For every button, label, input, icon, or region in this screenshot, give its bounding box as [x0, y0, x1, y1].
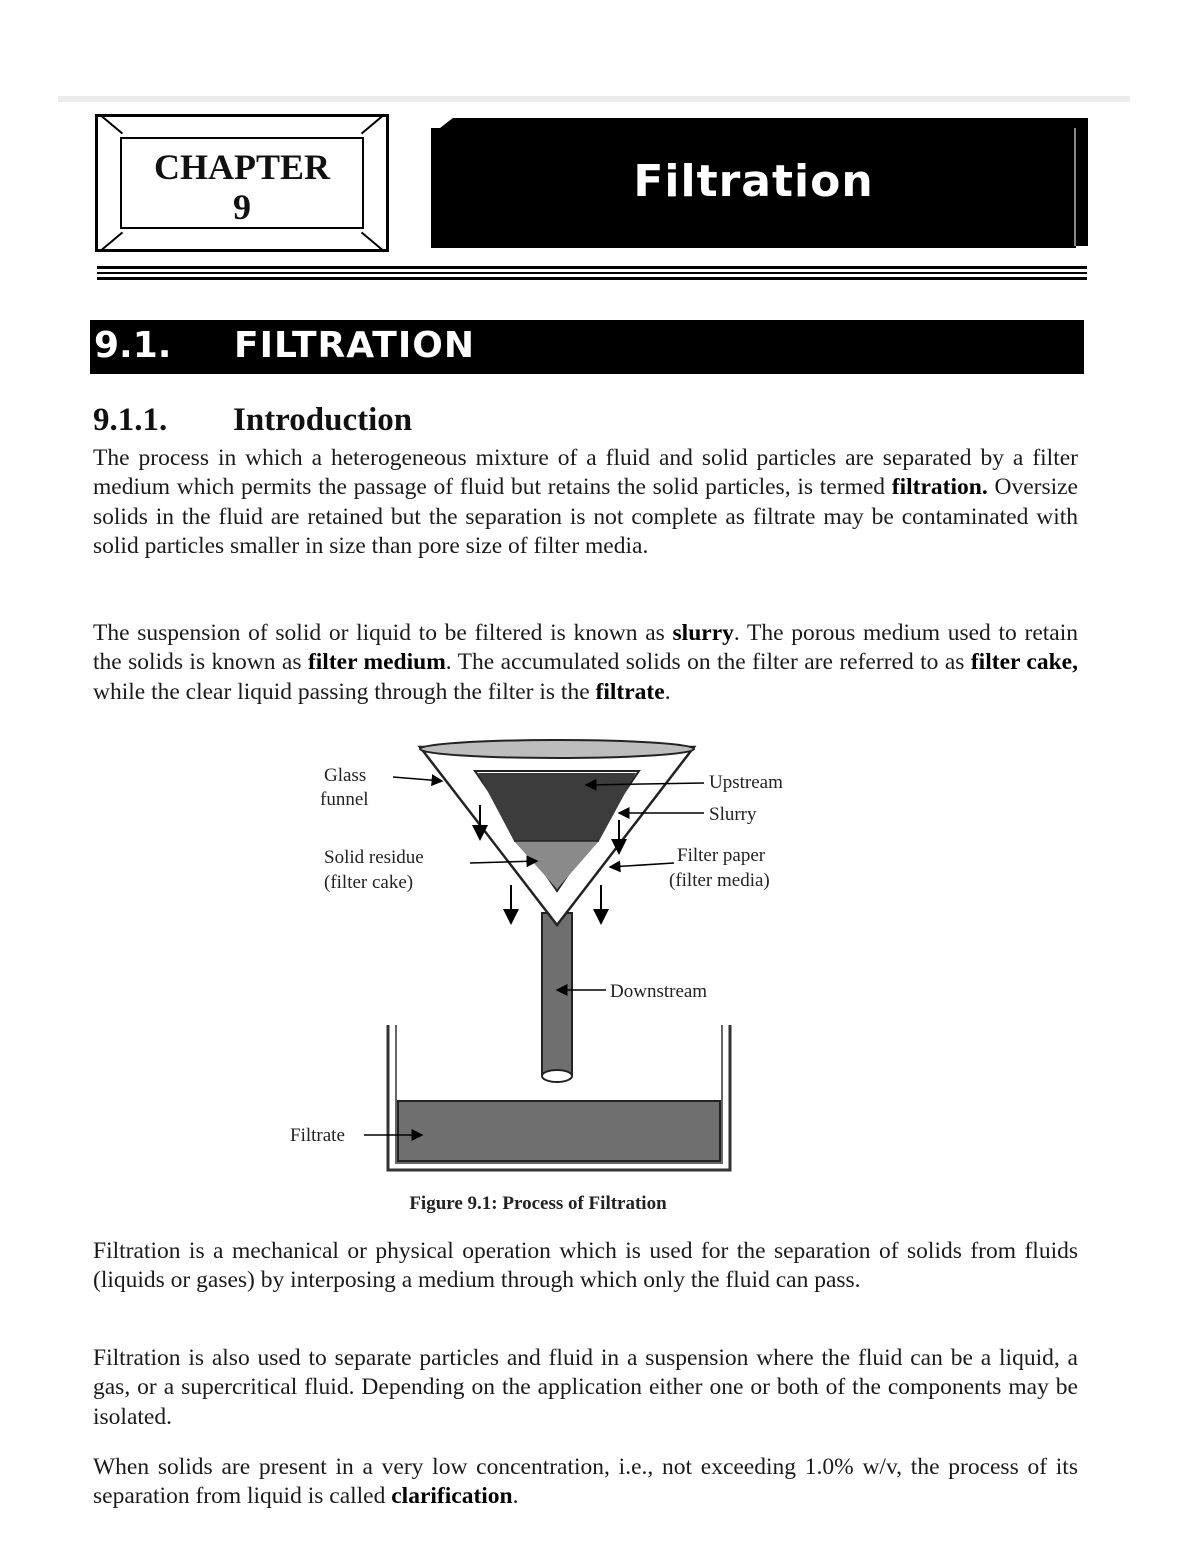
- label-solid-residue: (filter cake): [324, 872, 414, 893]
- subsection-title: Introduction: [233, 402, 413, 438]
- label-upstream: Upstream: [709, 772, 783, 793]
- paragraph-text: .: [664, 678, 671, 705]
- bevel-line: [361, 114, 385, 135]
- label-solid-residue: Solid residue: [324, 847, 424, 868]
- section-heading-bar: [90, 320, 1084, 374]
- section-title: FILTRATION: [234, 325, 475, 366]
- filtrate-liquid: [398, 1101, 720, 1161]
- term-filter-cake: filter cake,: [970, 649, 1078, 676]
- header-rule: [97, 277, 1087, 280]
- figure-caption: [0, 1193, 1200, 1215]
- paragraph-mechanical: [93, 1237, 1078, 1296]
- subsection-heading: [93, 402, 412, 439]
- term-filtrate: filtrate: [595, 678, 665, 705]
- subsection-number: 9.1.1.: [93, 402, 168, 438]
- section-number: 9.1.: [94, 325, 172, 366]
- label-glass-funnel: Glass: [324, 765, 367, 786]
- label-filter-paper: Filter paper: [677, 845, 766, 866]
- filtration-diagram: [280, 735, 840, 1175]
- bevel-line: [99, 114, 123, 135]
- chapter-title-bar: [431, 128, 1076, 248]
- paragraph-terms: [93, 619, 1078, 707]
- label-filter-paper: (filter media): [669, 870, 770, 891]
- title-bar-highlight: [1074, 128, 1076, 246]
- paragraph-text: .: [512, 1483, 519, 1510]
- paragraph-text: while the clear liquid passing through the filter is the: [93, 678, 596, 705]
- paragraph-text: The suspension of solid or liquid to be filtered is known as: [93, 620, 673, 646]
- label-glass-funnel: funnel: [320, 789, 369, 810]
- title-bar-side-bevel: [1076, 118, 1088, 246]
- term-slurry: slurry: [672, 620, 734, 646]
- paragraph-text: When solids are present in a very low concentration, i.e., not exceeding 1.0% w/v, the process of its separation from liquid is called: [93, 1454, 1078, 1510]
- term-filtration: filtration.: [891, 474, 988, 501]
- page-top-shadow: [58, 96, 1130, 102]
- chapter-label: [98, 147, 386, 227]
- paragraph-definition: [93, 444, 1078, 561]
- paragraph-suspension: [93, 1344, 1078, 1432]
- chapter-box: [95, 114, 389, 252]
- chapter-number: 9: [233, 187, 251, 227]
- funnel-stem: [542, 913, 572, 1075]
- paragraph-text: Oversize solids in the fluid are retained but the separation is not complete as filtrate may be contaminated with solid particles smaller in size than pore size of filter media.: [93, 474, 1078, 559]
- figure-caption-text: Figure 9.1: Process of Filtration: [409, 1193, 667, 1214]
- header-rule: [97, 266, 1087, 269]
- paragraph-text: . The porous medium used to retain the solids is known as: [93, 620, 1079, 676]
- label-filtrate: Filtrate: [290, 1125, 345, 1146]
- bevel-line: [99, 232, 123, 253]
- label-slurry: Slurry: [709, 804, 757, 825]
- header-rule: [97, 272, 1087, 274]
- label-downstream: Downstream: [610, 981, 708, 1002]
- chapter-word: CHAPTER: [153, 147, 330, 187]
- term-filter-medium: filter medium: [307, 649, 446, 676]
- title-bar-top-bevel: [440, 118, 1086, 128]
- chapter-title: Filtration: [633, 156, 874, 207]
- term-clarification: clarification: [391, 1483, 513, 1510]
- bevel-line: [361, 232, 385, 253]
- paragraph-clarification: [93, 1453, 1078, 1512]
- funnel-rim: [420, 740, 694, 758]
- paragraph-text: . The accumulated solids on the filter are referred to as: [445, 649, 971, 676]
- paragraph-text: The process in which a heterogeneous mixture of a fluid and solid particles are separated by a filter medium which permits the passage of fluid but retains the solid particles, is termed: [93, 445, 1078, 501]
- paragraph-text: Filtration is also used to separate particles and fluid in a suspension where the fluid can be a liquid, a gas, or a supercritical fluid. Depending on the application either one or both of the components may be isolated.: [93, 1345, 1078, 1430]
- paragraph-text: Filtration is a mechanical or physical operation which is used for the separation of solids from fluids (liquids or gases) by interposing a medium through which only the fluid can pass.: [93, 1238, 1078, 1294]
